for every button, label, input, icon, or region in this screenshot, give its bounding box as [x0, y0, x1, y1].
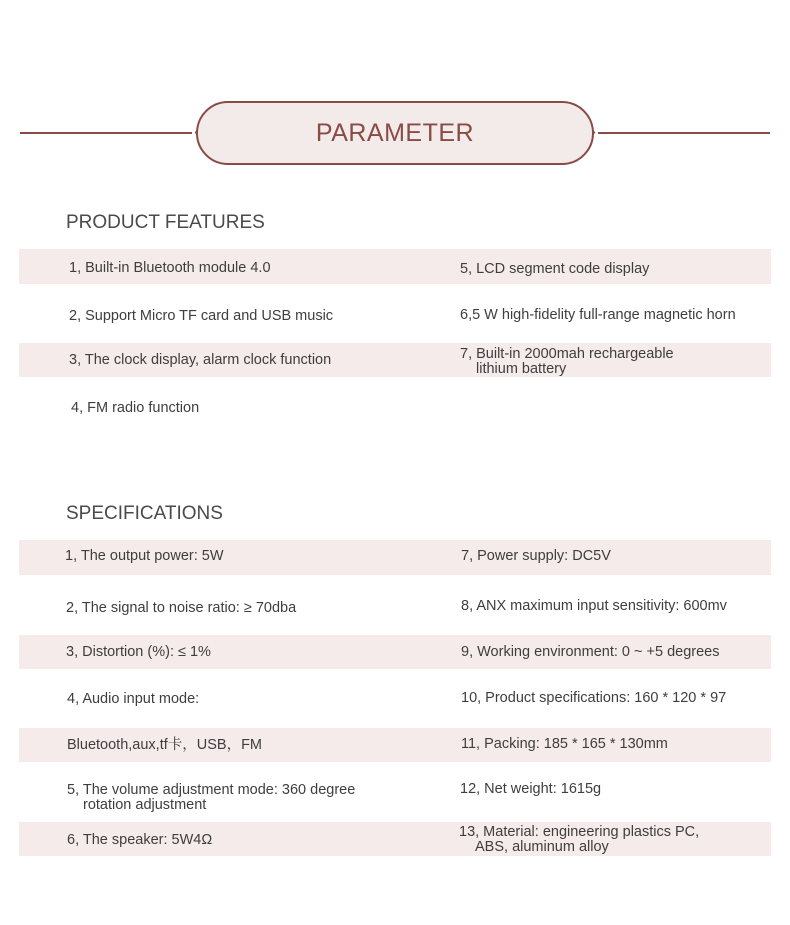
feature-item-4: 4, FM radio function	[71, 400, 200, 416]
spec-item-7: 7, Power supply: DC5V	[461, 548, 611, 564]
specs-row-2	[19, 588, 771, 623]
spec-item-4: 4, Audio input mode:	[67, 691, 200, 707]
spec-item-5-line2: rotation adjustment	[83, 797, 207, 813]
specs-row-4	[19, 681, 771, 716]
feature-item-2: 2, Support Micro TF card and USB music	[69, 308, 334, 324]
features-row-2	[19, 297, 771, 332]
spec-item-5	[67, 783, 355, 813]
feature-item-7-line2: lithium battery	[476, 361, 567, 377]
parameter-banner	[196, 101, 594, 165]
feature-item-6: 6,5 W high-fidelity full-range magnetic horn	[460, 307, 736, 323]
banner-left-rule	[20, 132, 192, 134]
feature-item-3: 3, The clock display, alarm clock function	[69, 352, 332, 368]
specs-row-5	[19, 728, 771, 762]
spec-item-13	[459, 825, 699, 855]
specs-row-1	[19, 540, 771, 575]
spec-item-8: 8, ANX maximum input sensitivity: 600mv	[461, 598, 727, 614]
banner-title: PARAMETER	[315, 118, 475, 147]
banner-right-rule	[598, 132, 770, 134]
spec-item-5-line1: 5, The volume adjustment mode: 360 degree	[67, 782, 356, 798]
spec-item-10: 10, Product specifications: 160 * 120 * 97	[461, 690, 727, 706]
spec-item-13-line1: 13, Material: engineering plastics PC,	[459, 824, 700, 840]
spec-item-6: 6, The speaker: 5W4Ω	[67, 832, 213, 848]
features-row-3	[19, 343, 771, 377]
spec-item-11: 11, Packing: 185 * 165 * 130mm	[461, 736, 668, 752]
specs-row-7	[19, 822, 771, 856]
specs-row-3	[19, 635, 771, 669]
features-heading: PRODUCT FEATURES	[66, 212, 265, 233]
features-row-1	[19, 249, 771, 284]
feature-item-7	[460, 347, 674, 377]
features-row-4	[19, 390, 771, 425]
feature-item-7-line1: 7, Built-in 2000mah rechargeable	[460, 346, 674, 362]
spec-item-3: 3, Distortion (%): ≤ 1%	[66, 644, 211, 660]
spec-item-2: 2, The signal to noise ratio: ≥ 70dba	[66, 600, 297, 616]
feature-item-5: 5, LCD segment code display	[460, 261, 650, 277]
spec-item-12: 12, Net weight: 1615g	[460, 781, 602, 797]
specs-row-6	[19, 775, 771, 815]
specs-heading: SPECIFICATIONS	[66, 503, 223, 524]
feature-item-1: 1, Built-in Bluetooth module 4.0	[69, 260, 271, 276]
spec-audio-input-values: Bluetooth,aux,tf卡，USB，FM	[67, 737, 263, 753]
spec-item-13-line2: ABS, aluminum alloy	[475, 839, 609, 855]
spec-item-1: 1, The output power: 5W	[65, 548, 224, 564]
spec-item-9: 9, Working environment: 0 ~ +5 degrees	[461, 644, 720, 660]
